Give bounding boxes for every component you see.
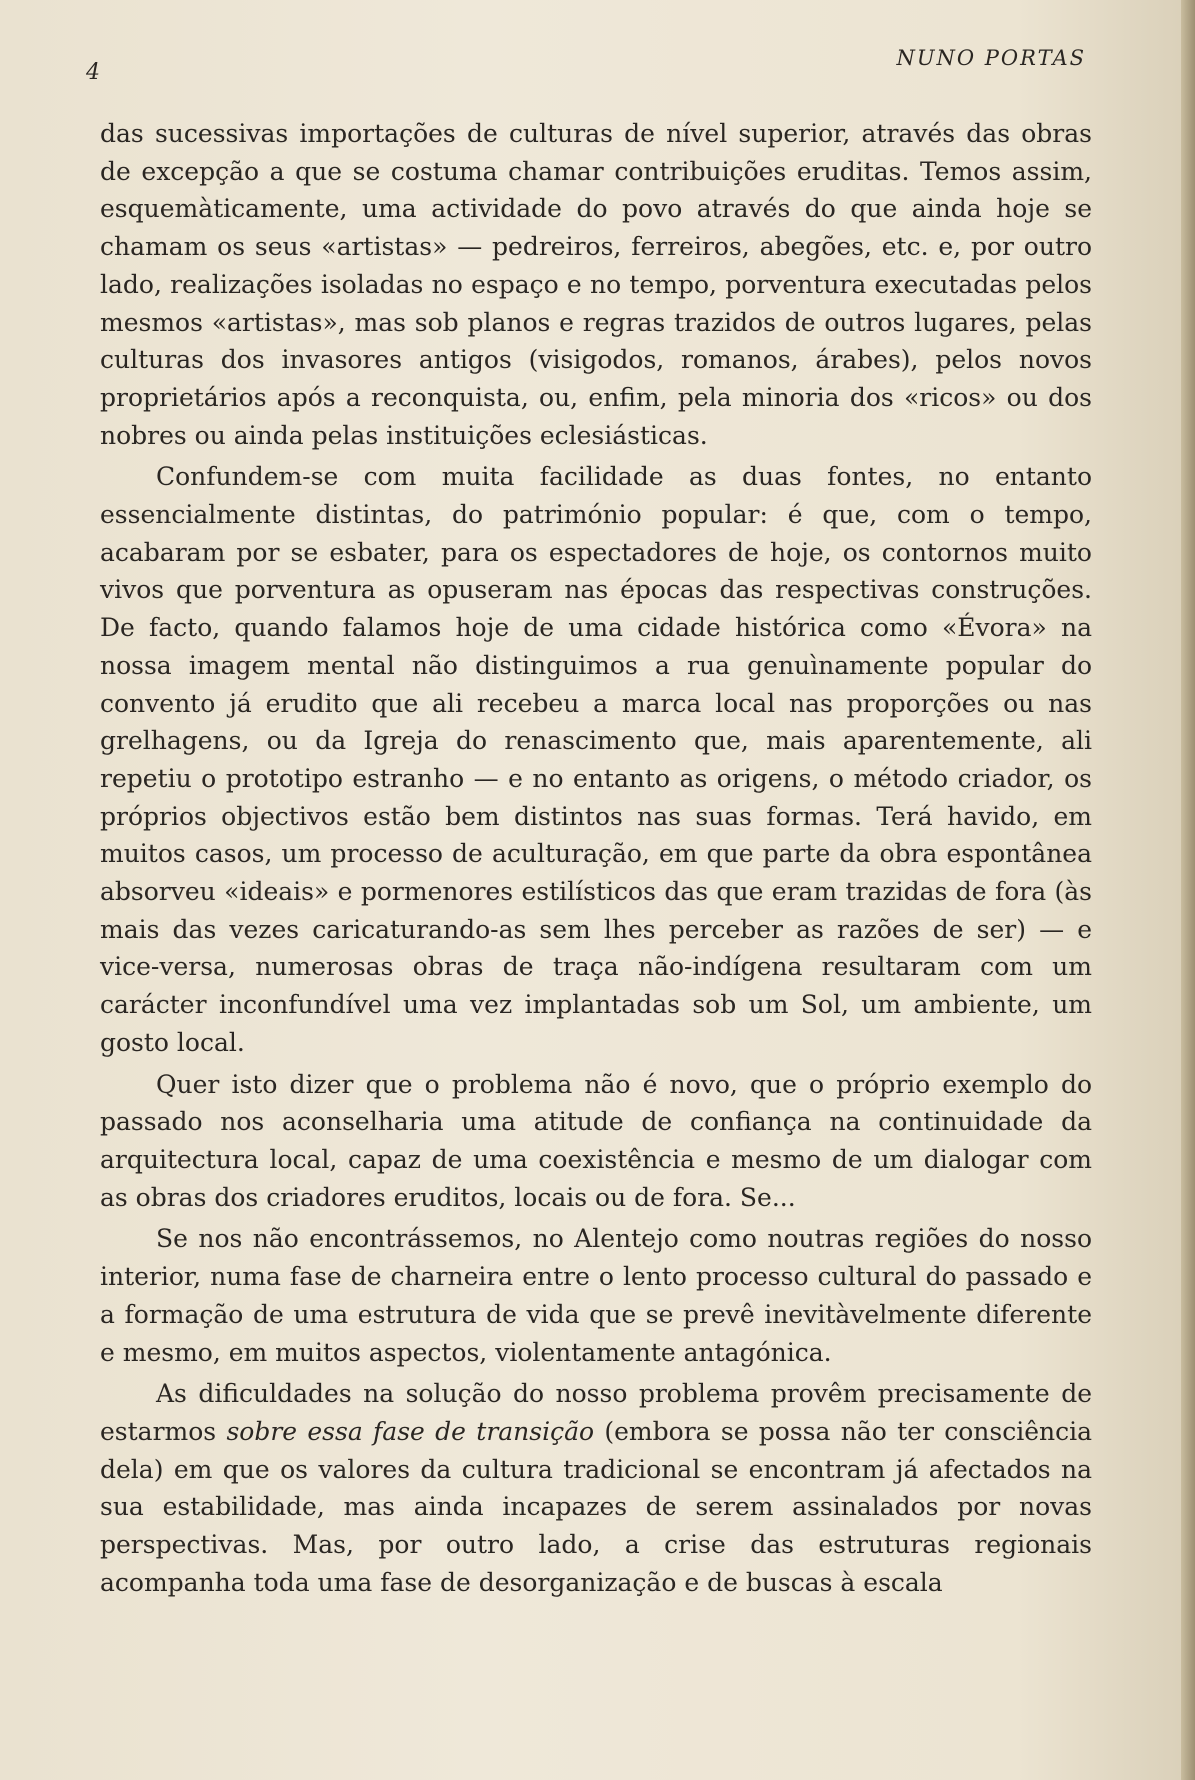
body-text — [100, 115, 1092, 1605]
running-head: NUNO PORTAS — [896, 46, 1086, 70]
page-number: 4 — [86, 60, 100, 85]
paragraph-2: Confundem-se com muita facilidade as duas fontes, no entanto essencialmente distintas, do património popular: é que, com o tempo, acabaram por se esbater, para os espectadores de hoje, os contornos muito vivos que porventura as opuseram nas épocas das respectivas construções. De facto, quando falamos hoje de uma cidade histórica como «Évora» na nossa imagem mental não distinguimos a rua genuìnamente popular do convento já erudito que ali recebeu a marca local nas proporções ou nas grelhagens, ou da Igreja do renascimento que, mais aparentemente, ali repetiu o prototipo estranho — e no entanto as origens, o método criador, os próprios objectivos estão bem distintos nas suas formas. Terá havido, em muitos casos, um processo de aculturação, em que parte da obra espontânea absorveu «ideais» e pormenores estilísticos das que eram trazidas de fora (às mais das vezes caricaturando-as sem lhes perceber as razões de ser) — e vice-versa, numerosas obras de traça não-indígena resultaram com um carácter inconfundível uma vez implantadas sob um Sol, um ambiente, um gosto local. — [100, 462, 1092, 1057]
paragraph-3: Quer isto dizer que o problema não é novo, que o próprio exemplo do passado nos aconselharia uma atitude de confiança na continuidade da arquitectura local, capaz de uma coexistência e mesmo de um dialogar com as obras dos criadores eruditos, locais ou de fora. Se... — [100, 1069, 1092, 1212]
paragraph-5-start: As dificuldades na solução do nosso problema provêm precisamente de estarmos — [100, 1379, 1092, 1446]
paragraph-5-emphasis: sobre essa fase de transição — [226, 1416, 595, 1446]
paragraph-4: Se nos não encontrássemos, no Alentejo como noutras regiões do nosso interior, numa fase de charneira entre o lento processo cultural do passado e a formação de uma estrutura de vida que se prevê inevitàvelmente diferente e mesmo, em muitos aspectos, violentamente antagónica. — [100, 1224, 1092, 1367]
paragraph-5 — [100, 1375, 1092, 1601]
page-header — [86, 44, 1086, 84]
paragraph-1: das sucessivas importações de culturas de nível superior, através das obras de excepção a que se costuma chamar contribuições eruditas. Temos assim, esquemàticamente, uma actividade do povo através do que ainda hoje se chamam os seus «artistas» — pedreiros, ferreiros, abegões, etc. e, por outro lado, realizações isoladas no espaço e no tempo, porventura executadas pelos mesmos «artistas», mas sob planos e regras trazidos de outros lugares, pelas culturas dos invasores antigos (visigodos, romanos, árabes), pelos novos proprietários após a reconquista, ou, enfim, pela minoria dos «ricos» ou dos nobres ou ainda pelas instituições eclesiásticas. — [100, 119, 1092, 450]
page-edge — [1181, 0, 1195, 1780]
paragraph-5-end: (embora se possa não ter consciência dela) em que os valores da cultura tradicional se encontram já afectados na sua estabilidade, mas ainda incapazes de serem assinalados por novas perspectivas. Mas, por outro lado, a crise das estruturas regionais acompanha toda uma fase de desorganização e de buscas à escala — [100, 1416, 1092, 1597]
